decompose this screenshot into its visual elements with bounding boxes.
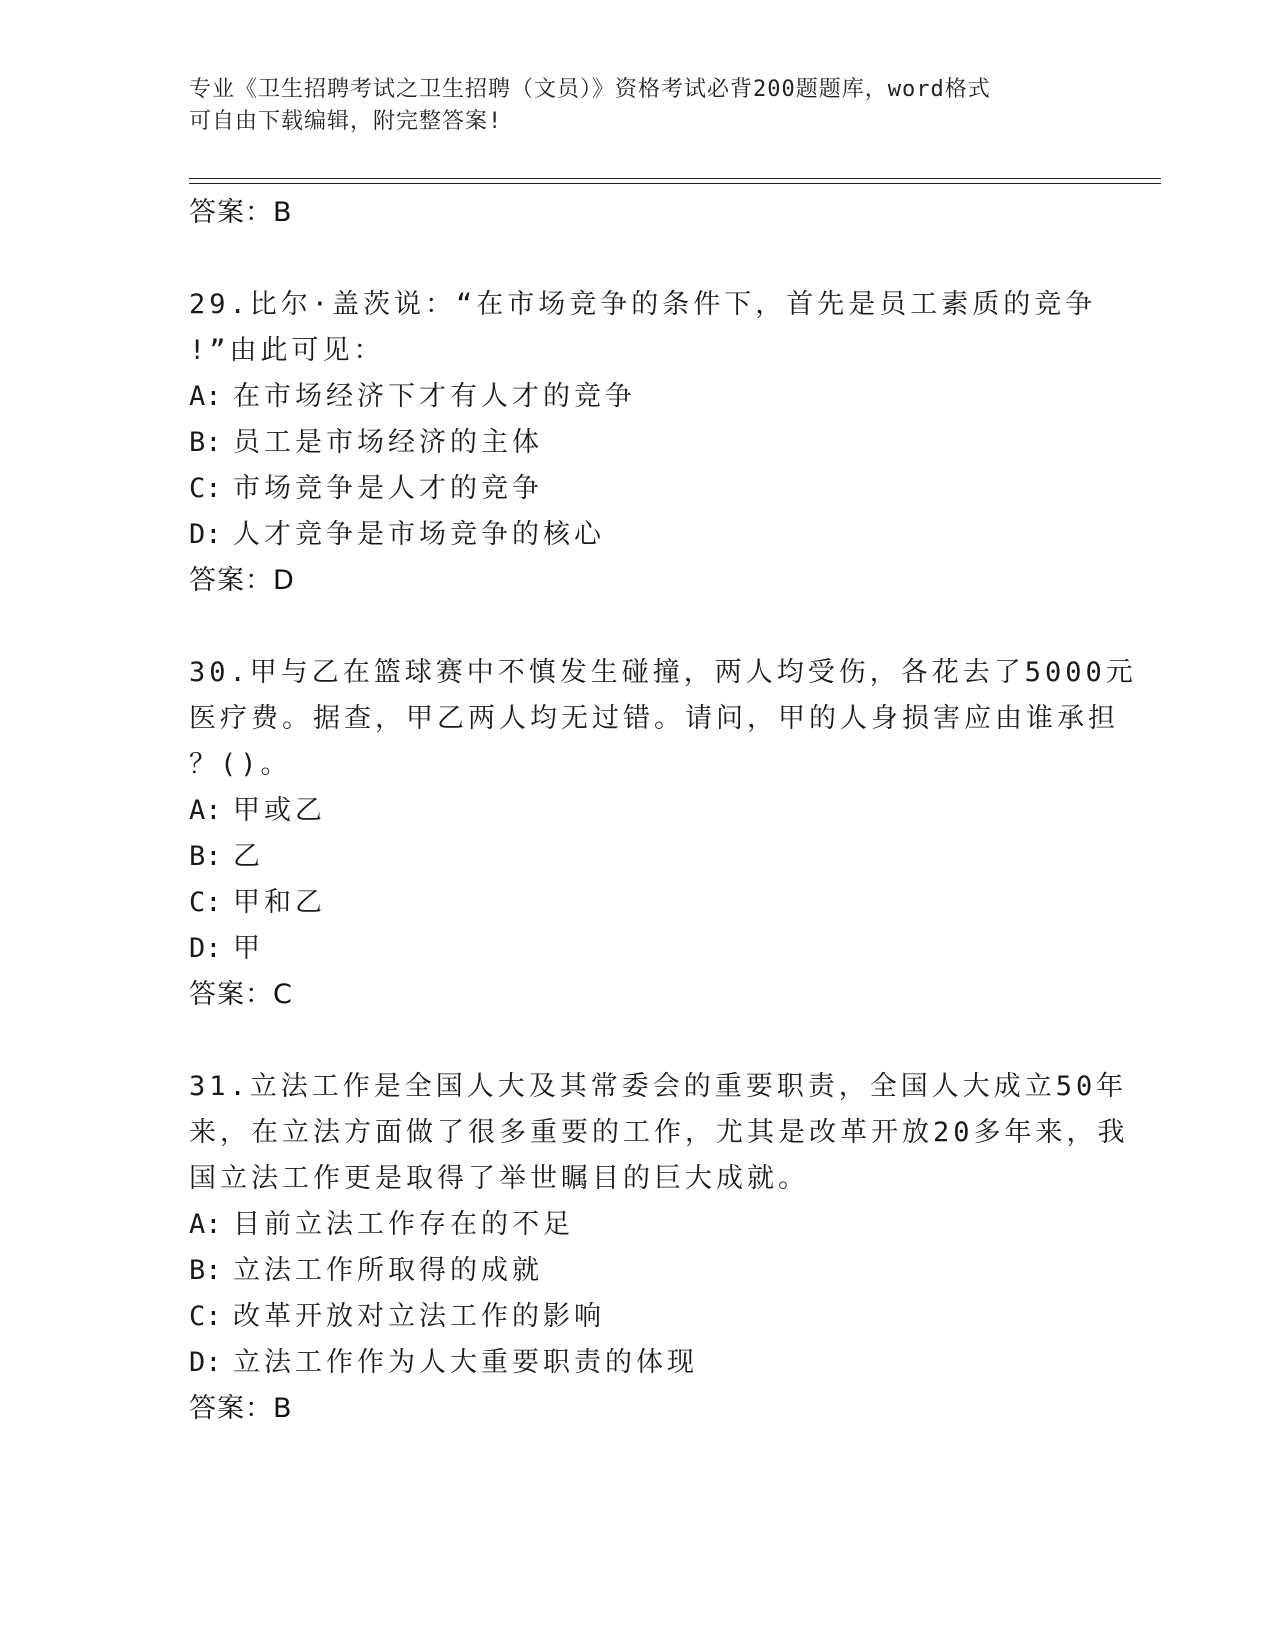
question-text-line: 国立法工作更是取得了举世瞩目的巨大成就。 [189, 1163, 809, 1194]
option-b [189, 834, 1089, 880]
option-text: 乙 [233, 841, 264, 872]
option-letter: C: [189, 473, 222, 504]
header-line-1: 专业《卫生招聘考试之卫生招聘（文员）》资格考试必背200题题库，word格式 [189, 77, 991, 102]
spacer [189, 1018, 1089, 1064]
option-c [189, 880, 1089, 926]
option-b [189, 420, 1089, 466]
answer-line: 答案：C [189, 979, 293, 1010]
previous-answer: 答案：B [189, 197, 293, 228]
option-a [189, 788, 1089, 834]
option-text: 市场竞争是人才的竞争 [233, 473, 543, 504]
question-text-line: ？()。 [189, 749, 292, 780]
option-letter: D: [189, 1347, 222, 1378]
option-letter: B: [189, 427, 222, 458]
option-text: 员工是市场经济的主体 [233, 427, 543, 458]
question-text-line: 29.比尔·盖茨说：“在市场竞争的条件下，首先是员工素质的竞争 [189, 289, 1097, 320]
option-letter: D: [189, 933, 222, 964]
option-text: 甲 [233, 933, 264, 964]
option-text: 立法工作所取得的成就 [233, 1255, 543, 1286]
question-list [189, 190, 1137, 1432]
option-text: 甲和乙 [233, 887, 326, 918]
question-text-line: 来，在立法方面做了很多重要的工作，尤其是改革开放20多年来，我 [189, 1117, 1129, 1148]
option-letter: B: [189, 1255, 222, 1286]
option-c [189, 466, 1089, 512]
question-text-line: 医疗费。据查，甲乙两人均无过错。请问，甲的人身损害应由谁承担 [189, 703, 1119, 734]
spacer [189, 604, 1089, 650]
option-d [189, 1340, 1089, 1386]
option-c [189, 1294, 1089, 1340]
option-b [189, 1248, 1089, 1294]
option-letter: D: [189, 519, 222, 550]
question-text-line: 30.甲与乙在篮球赛中不慎发生碰撞，两人均受伤，各花去了5000元 [189, 657, 1137, 688]
option-letter: A: [189, 381, 222, 412]
option-text: 立法工作作为人大重要职责的体现 [233, 1347, 698, 1378]
spacer [189, 236, 1089, 282]
option-text: 改革开放对立法工作的影响 [233, 1301, 605, 1332]
option-text: 甲或乙 [233, 795, 326, 826]
header-divider-top [189, 178, 1161, 179]
answer-line: 答案：D [189, 565, 295, 596]
question-text-line: !”由此可见： [189, 335, 385, 366]
option-letter: B: [189, 841, 222, 872]
option-letter: C: [189, 887, 222, 918]
question-block [189, 1064, 1129, 1432]
option-letter: A: [189, 1209, 222, 1240]
question-block [189, 282, 1097, 604]
header-line-2: 可自由下载编辑，附完整答案! [189, 109, 503, 134]
option-text: 目前立法工作存在的不足 [233, 1209, 574, 1240]
header-divider-bottom [189, 183, 1161, 184]
option-d [189, 926, 1089, 972]
option-text: 人才竞争是市场竞争的核心 [233, 519, 605, 550]
option-a [189, 374, 1089, 420]
question-block [189, 650, 1137, 1018]
option-a [189, 1202, 1089, 1248]
page-header [189, 74, 1089, 138]
option-letter: C: [189, 1301, 222, 1332]
option-letter: A: [189, 795, 222, 826]
option-d [189, 512, 1089, 558]
question-text-line: 31.立法工作是全国人大及其常委会的重要职责，全国人大成立50年 [189, 1071, 1128, 1102]
answer-line: 答案：B [189, 1393, 293, 1424]
option-text: 在市场经济下才有人才的竞争 [233, 381, 636, 412]
